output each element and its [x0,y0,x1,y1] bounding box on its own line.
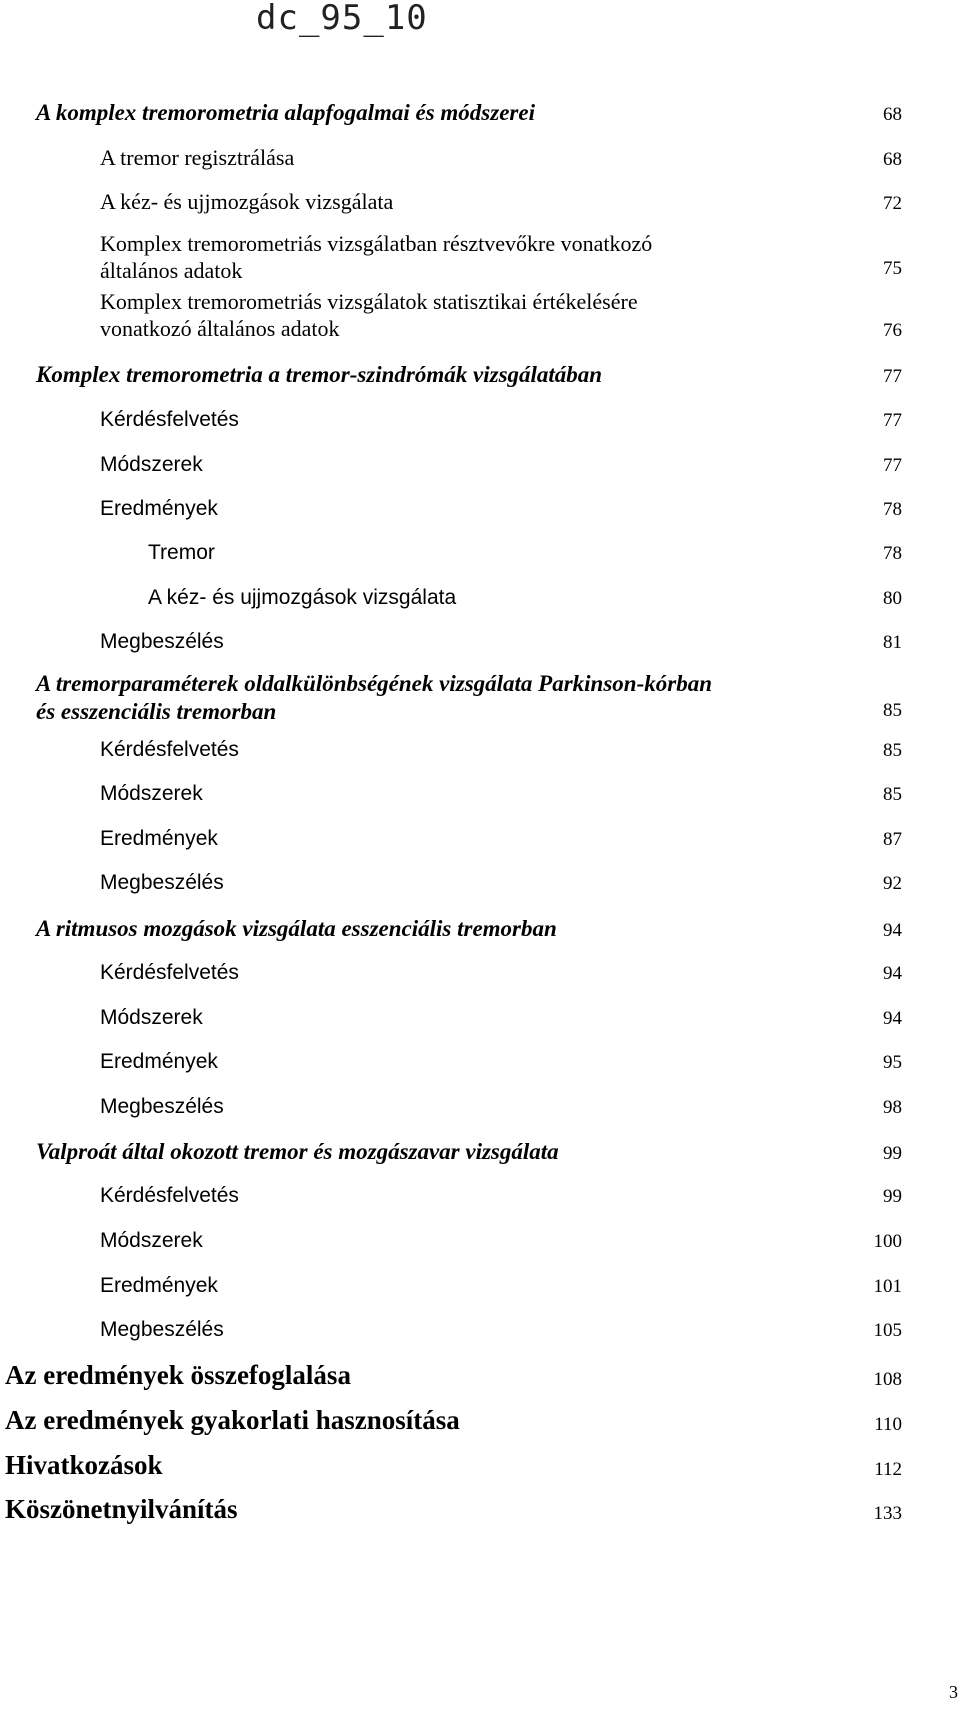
toc-entry-page: 94 [883,920,902,941]
toc-entry-title: A kéz- és ujjmozgások vizsgálata [100,189,394,214]
toc-entry-title: Módszerek [100,782,203,805]
toc-entry-title: Eredmények [100,827,218,850]
toc-entry-title: A ritmusos mozgások vizsgálata esszenciális tremorban [36,916,557,941]
toc-entry-main [0,1450,960,1481]
toc-entry-title-line2: és esszenciális tremorban [36,699,277,724]
toc-entry-chapter [0,362,960,388]
toc-entry-chapter [0,670,960,726]
toc-entry-section [0,230,960,284]
toc-entry-page: 94 [883,1008,902,1029]
toc-entry-chapter [0,916,960,942]
toc-entry-page: 78 [883,499,902,520]
toc-entry-title-line1: Komplex tremorometriás vizsgálatban résztvevőkre vonatkozó [100,231,653,256]
toc-entry-title: A kéz- és ujjmozgások vizsgálata [148,586,457,609]
toc-entry-title: Eredmények [100,1274,218,1297]
toc-entry-page: 99 [883,1143,902,1164]
toc-entry-section [0,188,960,215]
toc-entry-title: Az eredmények összefoglalása [5,1360,351,1390]
toc-entry-title: Tremor [148,541,215,564]
toc-entry-title: Módszerek [100,453,203,476]
toc-entry-main [0,1360,960,1391]
toc-entry-page: 80 [883,588,902,609]
toc-entry-title: Megbeszélés [100,1095,224,1118]
toc-entry-main [0,1405,960,1436]
toc-entry-title: Kérdésfelvetés [100,961,239,984]
toc-entry-title: Módszerek [100,1229,203,1252]
toc-entry-title: Hivatkozások [5,1450,163,1480]
toc-entry-section [0,1006,960,1030]
toc-entry-title: Kérdésfelvetés [100,408,239,431]
toc-entry-title: A komplex tremorometria alapfogalmai és módszerei [36,100,535,125]
toc-entry-page: 85 [883,784,902,805]
toc-entry-title: Eredmények [100,497,218,520]
toc-entry-section [0,1318,960,1342]
toc-entry-page: 92 [883,873,902,894]
toc-entry-section [0,453,960,477]
toc-entry-section [0,144,960,171]
toc-entry-page: 95 [883,1052,902,1073]
toc-entry-page: 75 [883,258,902,279]
toc-entry-section [0,288,960,342]
toc-entry-title-line2: általános adatok [100,258,243,283]
toc-entry-page: 77 [883,410,902,431]
toc-entry-title-line1: A tremorparaméterek oldalkülönbségének vizsgálata Parkinson-kórban [36,671,712,696]
toc-entry-title: Módszerek [100,1006,203,1029]
toc-entry-page: 85 [883,740,902,761]
toc-entry-section [0,871,960,895]
toc-entry-section [0,630,960,654]
toc-entry-page: 100 [873,1231,902,1252]
toc-entry-section [0,1274,960,1298]
toc-entry-page: 68 [883,149,902,170]
toc-entry-title: Megbeszélés [100,1318,224,1341]
toc-entry-page: 81 [883,632,902,653]
toc-entry-page: 87 [883,829,902,850]
toc-entry-title: Kérdésfelvetés [100,1184,239,1207]
toc-entry-section [0,782,960,806]
toc-entry-chapter [0,1139,960,1165]
toc-entry-main [0,1494,960,1525]
toc-entry-section [0,1229,960,1253]
toc-entry-title: Kérdésfelvetés [100,738,239,761]
toc-entry-section [0,1095,960,1119]
toc-entry-title: Komplex tremorometria a tremor-szindrómák vizsgálatában [36,362,603,387]
toc-entry-section [0,408,960,432]
toc-entry-section [0,827,960,851]
toc-entry-section [0,497,960,521]
toc-entry-subsection [0,586,960,610]
toc-entry-page: 68 [883,104,902,125]
document-id: dc_95_10 [256,0,428,38]
toc-entry-page: 76 [883,320,902,341]
toc-entry-title: Megbeszélés [100,871,224,894]
toc-entry-page: 112 [874,1459,902,1480]
toc-entry-page: 77 [883,366,902,387]
toc-entry-title: Megbeszélés [100,630,224,653]
toc-entry-section [0,1184,960,1208]
toc-entry-page: 133 [873,1503,902,1524]
toc-entry-title: Eredmények [100,1050,218,1073]
toc-entry-page: 101 [873,1276,902,1297]
toc-entry-title-line1: Komplex tremorometriás vizsgálatok statisztikai értékelésére [100,289,638,314]
toc-entry-page: 72 [883,193,902,214]
toc-entry-page: 99 [883,1186,902,1207]
page-number: 3 [949,1682,958,1702]
toc-entry-section [0,738,960,762]
toc-entry-page: 108 [873,1369,902,1390]
toc-entry-chapter [0,100,960,126]
toc-entry-title-line2: vonatkozó általános adatok [100,316,340,341]
toc-entry-section [0,961,960,985]
toc-entry-page: 94 [883,963,902,984]
toc-entry-page: 78 [883,543,902,564]
toc-entry-title: Köszönetnyilvánítás [5,1494,238,1524]
toc-entry-page: 110 [874,1414,902,1435]
toc-entry-page: 85 [883,700,902,721]
toc-entry-section [0,1050,960,1074]
toc-entry-page: 77 [883,455,902,476]
toc-entry-title: Valproát által okozott tremor és mozgászavar vizsgálata [36,1139,559,1164]
toc-entry-subsection [0,541,960,565]
toc-entry-page: 105 [873,1320,902,1341]
toc-entry-title: A tremor regisztrálása [100,145,295,170]
toc-entry-page: 98 [883,1097,902,1118]
toc-entry-title: Az eredmények gyakorlati hasznosítása [5,1405,460,1435]
